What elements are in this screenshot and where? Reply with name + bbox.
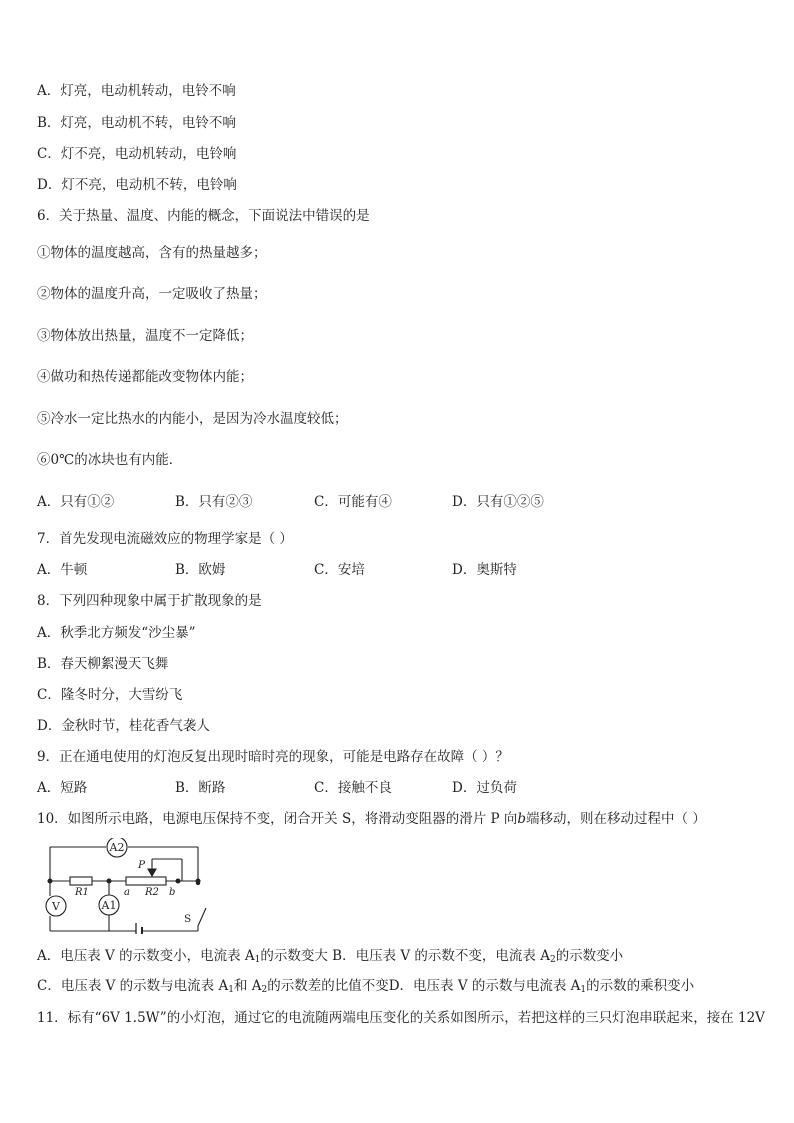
label-p: P [138, 859, 146, 871]
q7-stem: 7．首先发现电流磁效应的物理学家是（ ） [37, 531, 293, 547]
label-a: a [124, 887, 130, 898]
q8-option-a: A．秋季北方频发“沙尘暴” [37, 625, 196, 641]
q9-stem: 9．正在通电使用的灯泡反复出现时暗时亮的现象，可能是电路存在故障（ ）？ [37, 749, 509, 765]
q9-option-b: B．断路 [175, 780, 226, 796]
label-r1: R1 [75, 887, 89, 898]
voltmeter-label: V [52, 900, 60, 913]
q7-option-d: D．奥斯特 [452, 562, 517, 578]
q6-statement-2: ②物体的温度升高，一定吸收了热量； [37, 286, 267, 302]
q6-statement-6: ⑥0℃的冰块也有内能． [37, 452, 183, 468]
q10-option-a: A．电压表 V 的示数变小，电流表 $A_1$的示数变大 [37, 948, 328, 965]
q10-options-cd [37, 977, 694, 999]
q10-option-b: B．电压表 V 的示数不变，电流表 $A_2$的示数变小 [332, 948, 624, 965]
q6-option-b: B．只有②③ [175, 494, 253, 510]
label-r2: R2 [145, 887, 159, 898]
q8-option-c: C．隆冬时分，大雪纷飞 [37, 687, 183, 703]
q5-option-b: B．灯亮，电动机不转，电铃不响 [37, 115, 236, 131]
q6-option-c: C．可能有④ [314, 494, 392, 510]
q5-option-c: C．灯不亮，电动机转动，电铃响 [37, 146, 237, 162]
circuit-diagram [42, 838, 222, 934]
q6-statement-1: ①物体的温度越高，含有的热量越多； [37, 245, 267, 261]
switch-blade [198, 908, 206, 926]
q6-option-a: A．只有①② [37, 494, 115, 510]
ammeter-a2-label: A2 [109, 841, 125, 854]
switch-contact [196, 881, 199, 884]
q6-statement-4: ④做功和热传递都能改变物体内能； [37, 369, 253, 385]
q9-option-d: D．过负荷 [452, 780, 517, 796]
q10-stem-var: b [517, 811, 527, 827]
q5-option-a: A．灯亮，电动机转动，电铃不响 [37, 83, 236, 99]
q10-options-ab [37, 947, 623, 969]
q10-stem-prefix: 10．如图所示电路，电源电压保持不变，闭合开关 S，将滑动变阻器的滑片 P 向 [37, 811, 518, 827]
q8-option-b: B．春天柳絮漫天飞舞 [37, 656, 169, 672]
q7-option-a: A．牛顿 [37, 562, 88, 578]
node-b [176, 879, 180, 883]
node-left [48, 879, 52, 883]
q8-stem: 8．下列四种现象中属于扩散现象的是 [37, 593, 262, 609]
q11-stem: 11．标有“6V 1.5W”的小灯泡，通过它的电流随两端电压变化的关系如图所示，若把这样的三只灯泡串联起来，接在 12V [37, 1010, 765, 1026]
label-b: b [169, 887, 176, 898]
q10-stem [37, 810, 706, 828]
q6-option-d: D．只有①②⑤ [452, 494, 544, 510]
q7-option-b: B．欧姆 [175, 562, 226, 578]
q10-stem-suffix: 端移动，则在移动过程中（ ） [526, 811, 706, 827]
ammeter-a1-label: A1 [101, 899, 117, 912]
resistor-r1 [70, 877, 92, 885]
q8-option-d: D．金秋时节，桂花香气袭人 [37, 718, 210, 734]
rheostat-r2 [126, 877, 166, 885]
q5-option-d: D．灯不亮，电动机不转，电铃响 [37, 177, 237, 193]
q6-statement-5: ⑤冷水一定比热水的内能小，是因为冷水温度较低； [37, 411, 348, 427]
q7-option-c: C．安培 [314, 562, 365, 578]
q6-stem: 6．关于热量、温度、内能的概念，下面说法中错误的是 [37, 208, 370, 224]
q9-option-c: C．接触不良 [314, 780, 392, 796]
slider-arrow [148, 869, 156, 876]
q10-option-d: D．电压表 V 的示数与电流表 $A_1$的示数的乘积变小 [388, 978, 695, 995]
label-s: S [184, 913, 192, 925]
q6-statement-3: ③物体放出热量，温度不一定降低； [37, 328, 253, 344]
q10-option-c: C．电压表 V 的示数与电流表 $A_1$和 $A_2$的示数差的比值不变 [37, 978, 389, 995]
q9-option-a: A．短路 [37, 780, 88, 796]
